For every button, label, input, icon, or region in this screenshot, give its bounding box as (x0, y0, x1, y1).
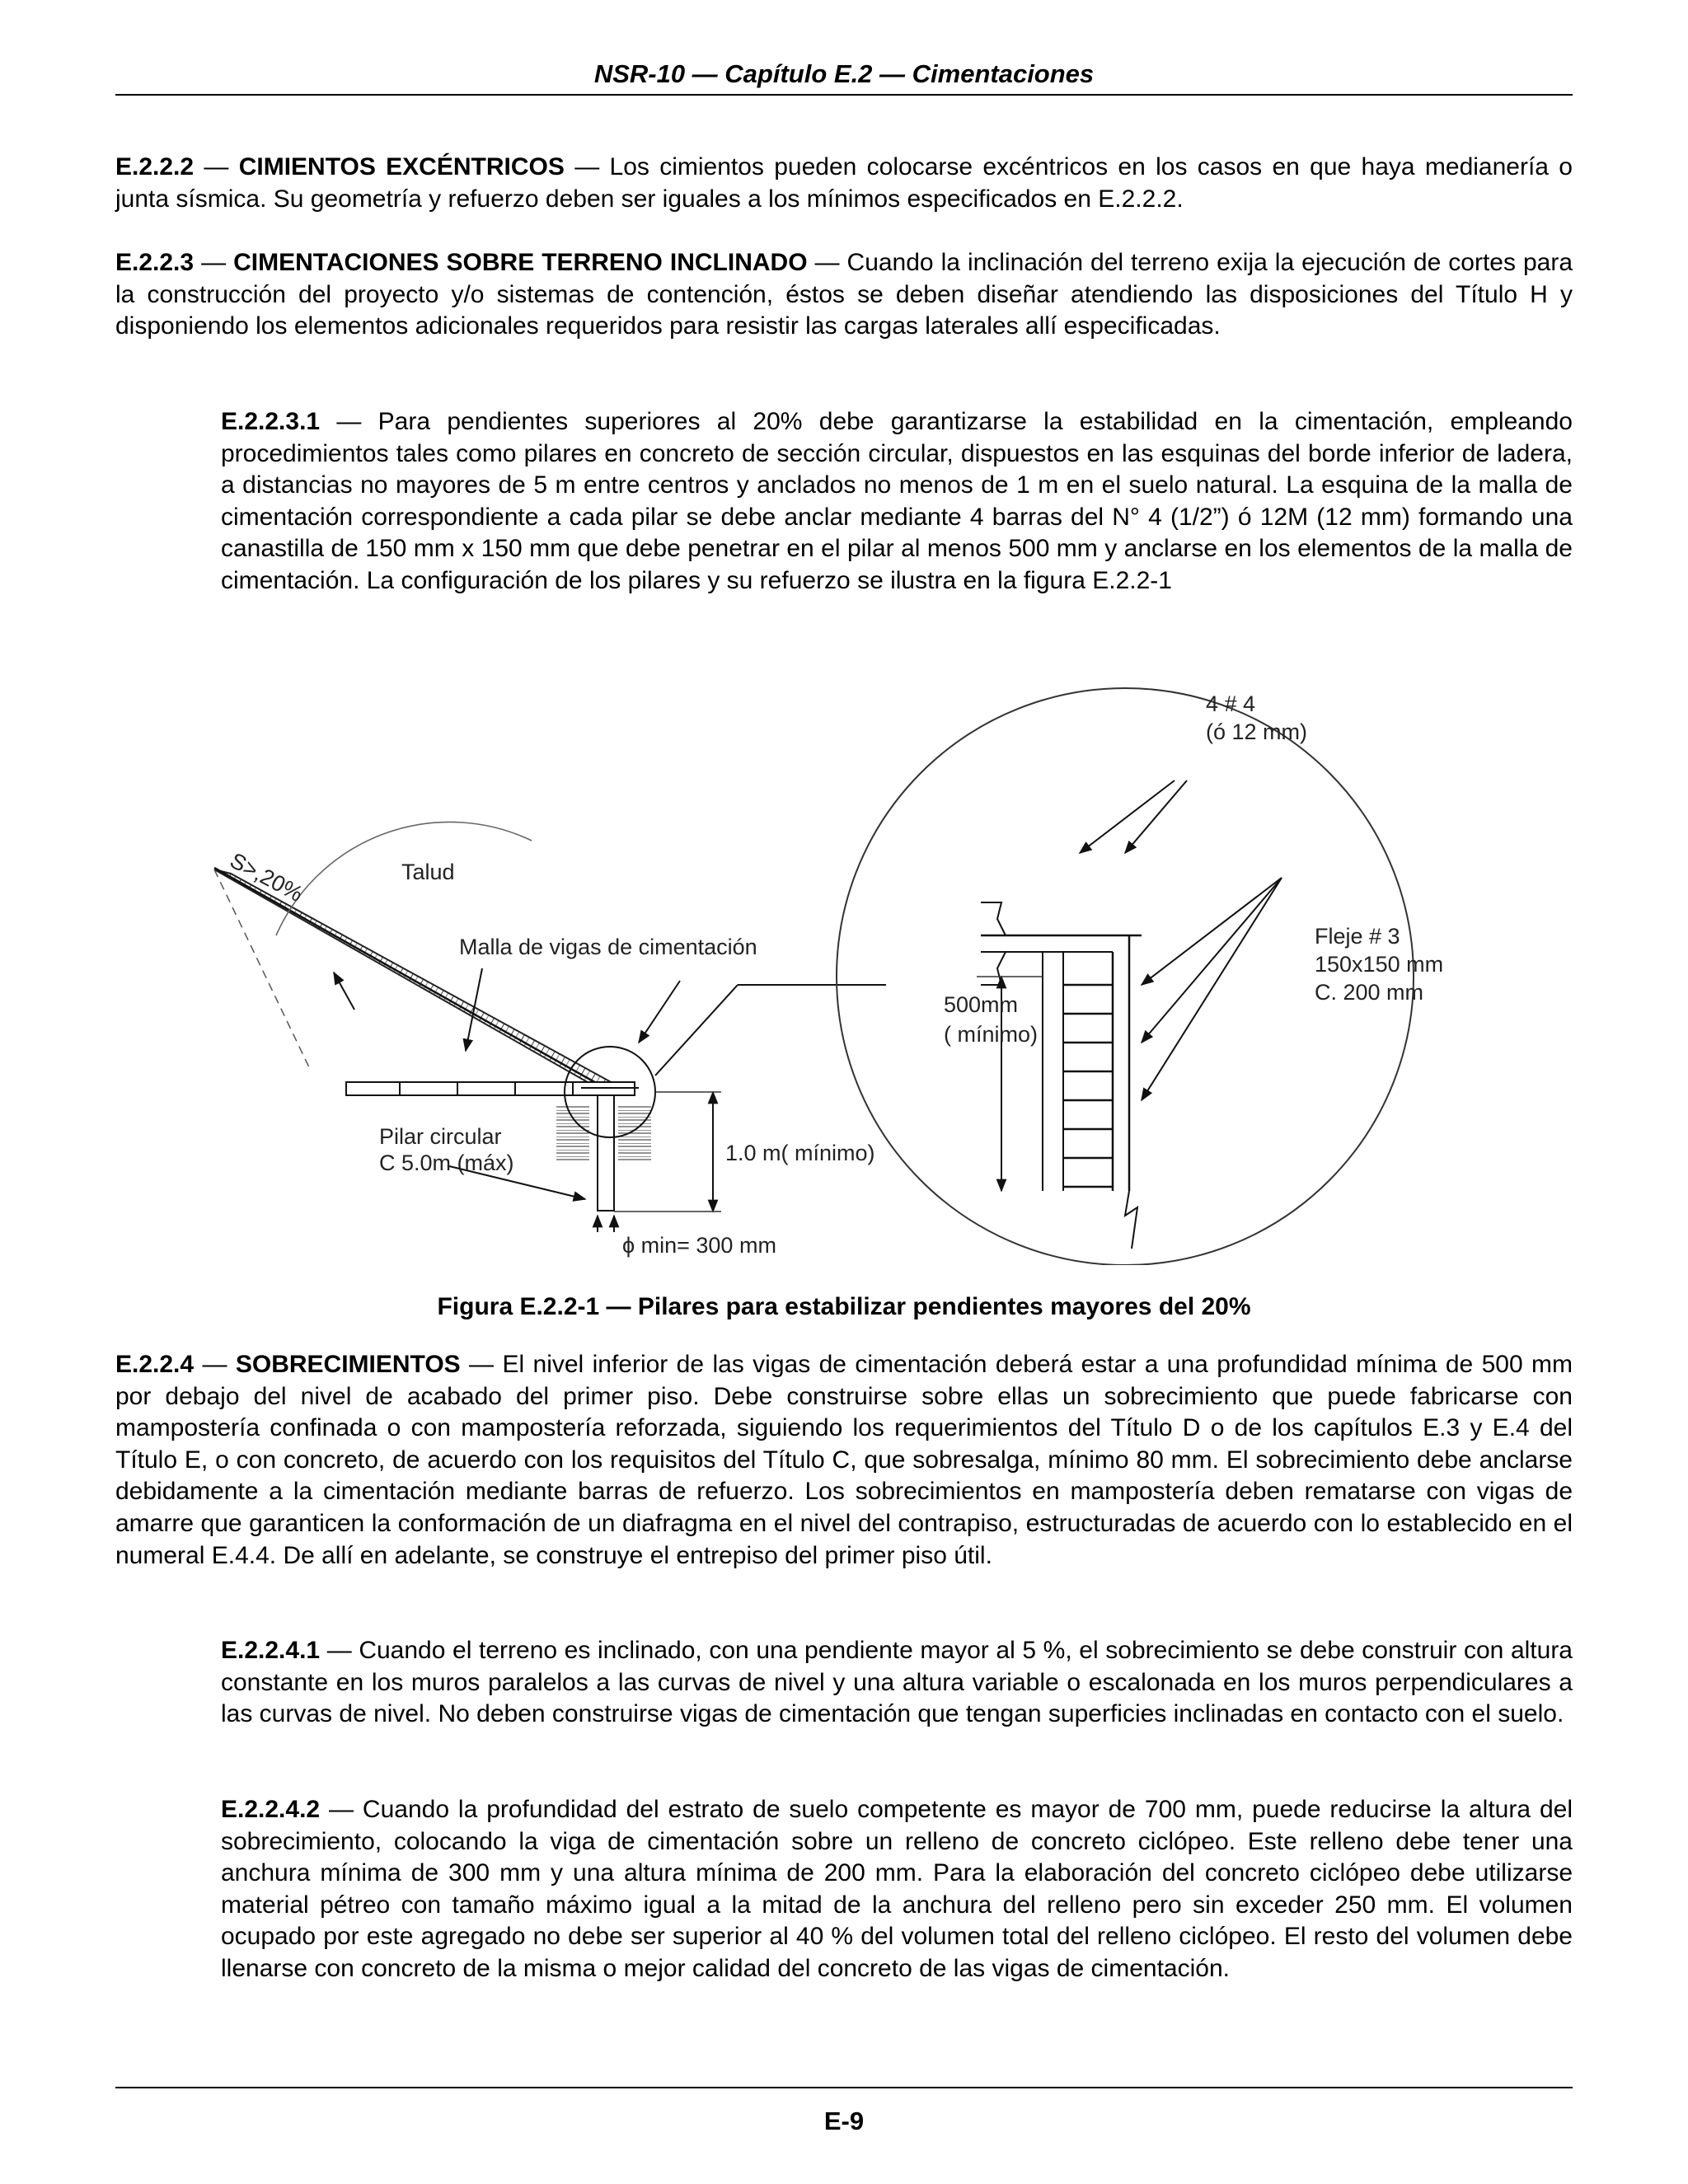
section-e2224 (115, 1349, 1573, 1572)
detail-circle (837, 688, 1414, 1265)
section-text: — Cuando la inclinación del terreno exija la ejecución de cortes para la construcción del proyecto y/o sistemas de contención, éstos se deben diseñar atendiendo las disposiciones del Título H y disponiendo los elementos adicionales requeridos para resistir las cargas laterales allí especificadas. (115, 249, 1573, 340)
detail-leaders (1080, 780, 1282, 1100)
section-number: E.2.2.4.1 (221, 1637, 321, 1664)
running-header: NSR-10 — Capítulo E.2 — Cimentaciones (593, 59, 1095, 88)
section-dash: — (194, 249, 234, 276)
figure-slope-piles (210, 655, 1484, 1265)
slope-label: S>,20% (226, 847, 307, 907)
embed-label-2: ( mínimo) (944, 1022, 1038, 1047)
page-number: E-9 (823, 2107, 865, 2135)
section-e22242 (221, 1794, 1573, 1985)
footer-rule (115, 2087, 1573, 2088)
talud-label: Talud (401, 860, 455, 884)
header-rule (115, 94, 1573, 96)
depth-label: 1.0 m( mínimo) (725, 1141, 875, 1165)
diameter-label: ϕ min= 300 mm (622, 1233, 776, 1258)
malla-label: Malla de vigas de cimentación (459, 935, 757, 959)
section-text: — Cuando el terreno es inclinado, con una pendiente mayor al 5 %, el sobrecimiento se debe construir con altura constante en los muros paralelos a las curvas de nivel y una altura variable o escalonada en los muros perpendiculares a las curvas de nivel. No deben construirse vigas de cimentación que tengan superficies inclinadas en contacto con el suelo. (221, 1637, 1573, 1728)
pilar-label-1: Pilar circular (379, 1124, 502, 1149)
section-text: — Para pendientes superiores al 20% debe garantizarse la estabilidad en la cimentación, empleando procedimientos tales como pilares en concreto de sección circular, dispuestos en las esquinas del borde inferior de ladera, a distancias no mayores de 5 m entre centros y anclados no menos de 1 m en el suelo natural. La esquina de la malla de cimentación correspondiente a cada pilar se debe anclar mediante 4 barras del N° 4 (1/2”) ó 12M (12 mm) formando una canastilla de 150 mm x 150 mm que debe penetrar en el pilar al menos 500 mm y anclarse en los elementos de la malla de cimentación. La configuración de los pilares y su refuerzo se ilustra en la figura E.2.2-1 (221, 408, 1573, 594)
section-text: — El nivel inferior de las vigas de cimentación deberá estar a una profundidad mínima de 500 mm por debajo del nivel de acabado del primer piso. Debe construirse sobre ellas un sobrecimiento que puede fabricarse con mampostería confinada o con mampostería reforzada, siguiendo los requerimientos del Título D o de los capítulos E.3 y E.4 del Título E, o con concreto, de acuerdo con los requisitos del Título C, que sobresalga, mínimo 80 mm. El sobrecimiento debe anclarse debidamente a la cimentación mediante barras de refuerzo. Los sobrecimientos en mampostería deben rematarse con vigas de amarre que garanticen la conformación de un diafragma en el nivel del contrapiso, estructuradas de acuerdo con lo establecido en el numeral E.4.4. De allí en adelante, se construye el entrepiso del primer piso útil. (115, 1351, 1573, 1569)
bars-label-2: (ó 12 mm) (1206, 719, 1308, 744)
section-number: E.2.2.4.2 (221, 1796, 321, 1823)
pilar-label-2: C 5.0m (máx) (379, 1151, 514, 1175)
fleje-label-3: C. 200 mm (1315, 980, 1424, 1005)
circular-pier (449, 968, 721, 1232)
section-e2223 (115, 247, 1573, 343)
fleje-label-2: 150x150 mm (1315, 952, 1444, 977)
section-text: — Cuando la profundidad del estrato de suelo competente es mayor de 700 mm, puede reducirse la altura del sobrecimiento, colocando la viga de cimentación sobre un relleno de concreto ciclópeo. Este relleno debe tener una anchura mínima de 300 mm y una altura mínima de 200 mm. Para la elaboración del concreto ciclópeo debe utilizarse material pétreo con tamaño máximo igual a la mitad de la anchura del relleno pero sin exceder 250 mm. El volumen ocupado por este agregado no debe ser superior al 40 % del volumen total del relleno ciclópeo. El resto del volumen debe llenarse con concreto de la misma o mejor calidad del concreto de las vigas de cimentación. (221, 1796, 1573, 1982)
section-title: SOBRECIMIENTOS (235, 1351, 461, 1378)
section-number: E.2.2.2 (115, 153, 195, 180)
section-title: CIMIENTOS EXCÉNTRICOS (238, 153, 565, 180)
bars-label-1: 4 # 4 (1206, 691, 1256, 716)
section-number: E.2.2.3 (115, 249, 195, 276)
section-dash: — (194, 1351, 236, 1378)
section-e22241 (221, 1635, 1573, 1731)
section-dash: — (194, 153, 239, 180)
section-title: CIMENTACIONES SOBRE TERRENO INCLINADO (233, 249, 808, 276)
stirrups (1063, 985, 1113, 1187)
section-number: E.2.2.4 (115, 1351, 195, 1378)
section-text: — Los cimientos pueden colocarse excéntricos en los casos en que haya medianería o junta sísmica. Su geometría y refuerzo deben ser iguales a los mínimos especificados en E.2.2.2. (115, 153, 1573, 213)
section-e22231 (221, 406, 1573, 598)
figure-caption: Figura E.2.2-1 — Pilares para estabilizar pendientes mayores del 20% (437, 1293, 1251, 1320)
section-number: E.2.2.3.1 (221, 408, 321, 435)
embed-label-1: 500mm (944, 992, 1019, 1017)
fleje-label-1: Fleje # 3 (1315, 924, 1400, 949)
section-e2222 (115, 152, 1573, 215)
